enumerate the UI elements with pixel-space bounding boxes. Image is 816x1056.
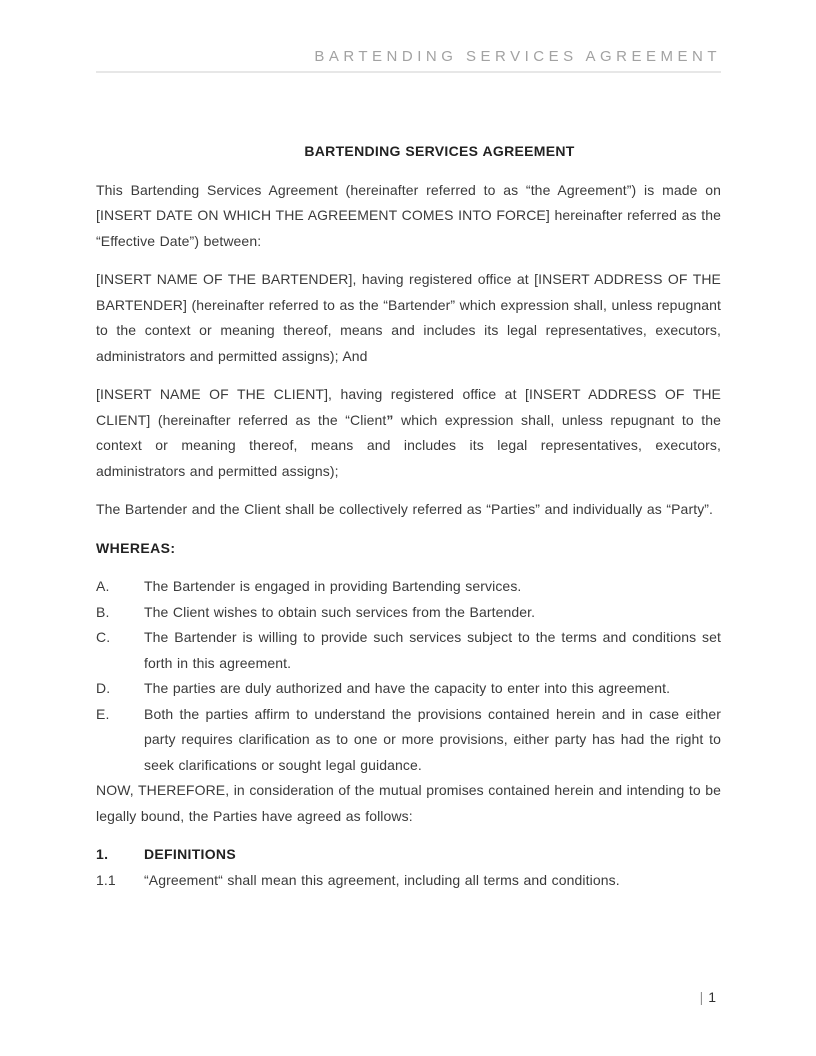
- running-header: [96, 48, 721, 73]
- recital-marker: B.: [96, 603, 110, 620]
- recital-text: Both the parties affirm to understand the provisions contained herein and in case either party requires clarification as to one or more provisions, either party has had the right to seek clarifications or sought legal guidance.: [144, 705, 721, 773]
- recital-text: The Bartender is willing to provide such services subject to the terms and conditions set forth in this agreement.: [144, 629, 721, 671]
- intro-paragraph: This Bartending Services Agreement (hereinafter referred to as “the Agreement”) is made on [INSERT DATE ON WHICH THE AGREEMENT COMES INTO FORCE] hereinafter referred as the “Effective Date”) between:: [96, 181, 721, 249]
- recital-text: The parties are duly authorized and have the capacity to enter into this agreement.: [144, 680, 671, 696]
- page-number: 1: [708, 989, 716, 1005]
- client-paragraph: [96, 382, 721, 484]
- client-paragraph-text-2: which expression shall, unless repugnant to the context or meaning thereof, means and includes its legal representatives, executors, administrators and permitted assigns);: [96, 411, 721, 479]
- recital-item-e: [96, 702, 721, 779]
- client-paragraph-bold-quote: ”: [386, 411, 394, 428]
- now-therefore-paragraph: NOW, THEREFORE, in consideration of the mutual promises contained herein and intending to be legally bound, the Parties have agreed as follows:: [96, 782, 721, 824]
- recital-text: The Client wishes to obtain such services from the Bartender.: [144, 603, 536, 620]
- section-1-heading-row: [96, 842, 721, 868]
- recital-item-d: [96, 676, 721, 702]
- recital-marker: A.: [96, 578, 110, 594]
- footer-separator: |: [699, 989, 704, 1005]
- whereas-heading: WHEREAS:: [96, 539, 176, 556]
- bartender-paragraph: [INSERT NAME OF THE BARTENDER], having registered office at [INSERT ADDRESS OF THE BARTENDER] (hereinafter referred to as the “Bartender” which expression shall, unless repugnant to the context or meaning thereof, means and includes its legal representatives, executors, administrators and permitted assigns); And: [96, 271, 721, 364]
- document-title: BARTENDING SERVICES AGREEMENT: [304, 143, 575, 159]
- parties-paragraph: The Bartender and the Client shall be collectively referred as “Parties” and individually as “Party”.: [96, 501, 714, 517]
- recital-marker: C.: [96, 629, 111, 645]
- recital-item-a: [96, 574, 721, 600]
- recital-text: The Bartender is engaged in providing Bartending services.: [144, 578, 522, 594]
- recital-item-c: [96, 625, 721, 676]
- recital-marker: E.: [96, 705, 110, 722]
- clause-number: 1.1: [96, 871, 116, 888]
- section-number: 1.: [96, 846, 109, 862]
- recital-marker: D.: [96, 680, 111, 696]
- recital-item-b: [96, 600, 721, 626]
- section-title: DEFINITIONS: [144, 846, 236, 862]
- document-body: [96, 139, 721, 893]
- page-footer: [96, 988, 716, 1007]
- running-header-title: BARTENDING SERVICES AGREEMENT: [314, 48, 721, 65]
- clause-text: “Agreement“ shall mean this agreement, including all terms and conditions.: [144, 871, 620, 888]
- client-paragraph-text: [INSERT NAME OF THE CLIENT], having registered office at [INSERT ADDRESS OF THE CLIENT] (hereinafter referred as the “Client: [96, 386, 721, 428]
- clause-1-1-row: [96, 868, 721, 894]
